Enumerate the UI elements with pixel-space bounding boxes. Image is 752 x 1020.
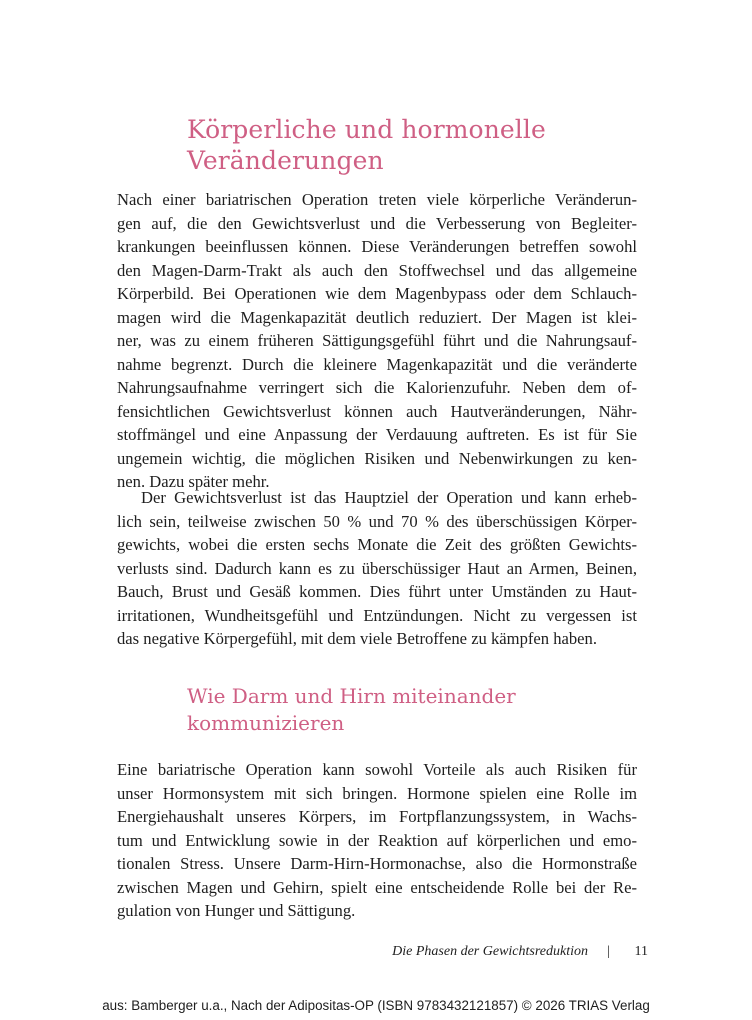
section-heading-line-1: Körperliche und hormonelle — [187, 115, 546, 144]
subsection-heading-line-1: Wie Darm und Hirn miteinander — [187, 684, 516, 708]
subsection-heading — [187, 683, 647, 737]
paragraph-3-line: unser Hormonsystem mit sich bringen. Hormone spielen eine Rolle im — [117, 783, 637, 803]
paragraph-2-line: verlusts sind. Dadurch kann es zu überschüssiger Haut an Armen, Beinen, — [117, 558, 637, 578]
paragraph-1-line: den Magen-Darm-Trakt als auch den Stoffwechsel und das allgemeine — [117, 260, 637, 280]
paragraph-1 — [117, 188, 637, 494]
section-heading-line-2: Veränderungen — [187, 146, 384, 175]
paragraph-1-line: Körperbild. Bei Operationen wie dem Magenbypass oder dem Schlauch- — [117, 284, 637, 303]
paragraph-1-line: krankungen beeinflussen können. Diese Veränderungen betreffen sowohl — [117, 237, 637, 256]
paragraph-2-line: Der Gewichtsverlust ist das Hauptziel der Operation und kann erheb- — [141, 488, 637, 507]
paragraph-2-line: irritationen, Wundheitsgefühl und Entzündungen. Nicht zu vergessen ist — [117, 605, 637, 625]
paragraph-3-line: tionalen Stress. Unsere Darm-Hirn-Hormonachse, also die Hormonstraße — [117, 854, 637, 873]
section-heading — [187, 114, 647, 176]
paragraph-1-line: gen auf, die den Gewichtsverlust und die Verbesserung von Begleiter- — [117, 213, 637, 233]
paragraph-2-line: Bauch, Brust und Gesäß kommen. Dies führt unter Umständen zu Haut- — [117, 582, 637, 601]
paragraph-1-line: nahme begrenzt. Durch die kleinere Magenkapazität und die veränderte — [117, 354, 637, 374]
footer-separator: | — [607, 944, 610, 959]
paragraph-1-line: Nach einer bariatrischen Operation treten viele körperliche Veränderun- — [117, 190, 637, 209]
paragraph-2-line: lich sein, teilweise zwischen 50 % und 70 % des überschüssigen Körper- — [117, 511, 637, 531]
page-number: 11 — [634, 944, 648, 959]
paragraph-2-line: gewichts, wobei die ersten sechs Monate die Zeit des größten Gewichts- — [117, 535, 637, 554]
paragraph-1-line: ner, was zu einem früheren Sättigungsgefühl führt und die Nahrungsauf- — [117, 331, 637, 350]
paragraph-1-line: fensichtlichen Gewichtsverlust können auch Hautveränderungen, Nähr- — [117, 401, 637, 421]
paragraph-3 — [117, 758, 637, 923]
paragraph-1-line: stoffmängel und eine Anpassung der Verdauung auftreten. Es ist für Sie — [117, 425, 637, 444]
paragraph-2-line: das negative Körpergefühl, mit dem viele Betroffene zu kämpfen haben. — [117, 629, 597, 648]
paragraph-3-line: tum und Entwicklung sowie in der Reaktion auf körperlichen und emo- — [117, 830, 637, 850]
subsection-heading-line-2: kommunizieren — [187, 711, 345, 735]
paragraph-1-line: magen wird die Magenkapazität deutlich reduziert. Der Magen ist klei- — [117, 307, 637, 327]
paragraph-3-line: Energiehaushalt unseres Körpers, im Fortpflanzungssystem, in Wachs- — [117, 807, 637, 826]
running-footer — [300, 941, 650, 963]
paragraph-1-line: nen. Dazu später mehr. — [117, 472, 270, 491]
running-title: Die Phasen der Gewichtsreduktion — [392, 944, 588, 959]
paragraph-3-line: zwischen Magen und Gehirn, spielt eine entscheidende Rolle bei der Re- — [117, 877, 637, 897]
paragraph-3-line: gulation von Hunger und Sättigung. — [117, 901, 356, 920]
paragraph-1-line: ungemein wichtig, die möglichen Risiken und Nebenwirkungen zu ken- — [117, 448, 637, 468]
paragraph-1-line: Nahrungsaufnahme verringert sich die Kalorienzufuhr. Neben dem of- — [117, 378, 637, 397]
paragraph-2 — [117, 486, 637, 651]
copyright-notice: aus: Bamberger u.a., Nach der Adipositas-OP (ISBN 9783432121857) © 2026 TRIAS Verlag — [102, 998, 650, 1013]
paragraph-3-line: Eine bariatrische Operation kann sowohl Vorteile als auch Risiken für — [117, 760, 637, 779]
